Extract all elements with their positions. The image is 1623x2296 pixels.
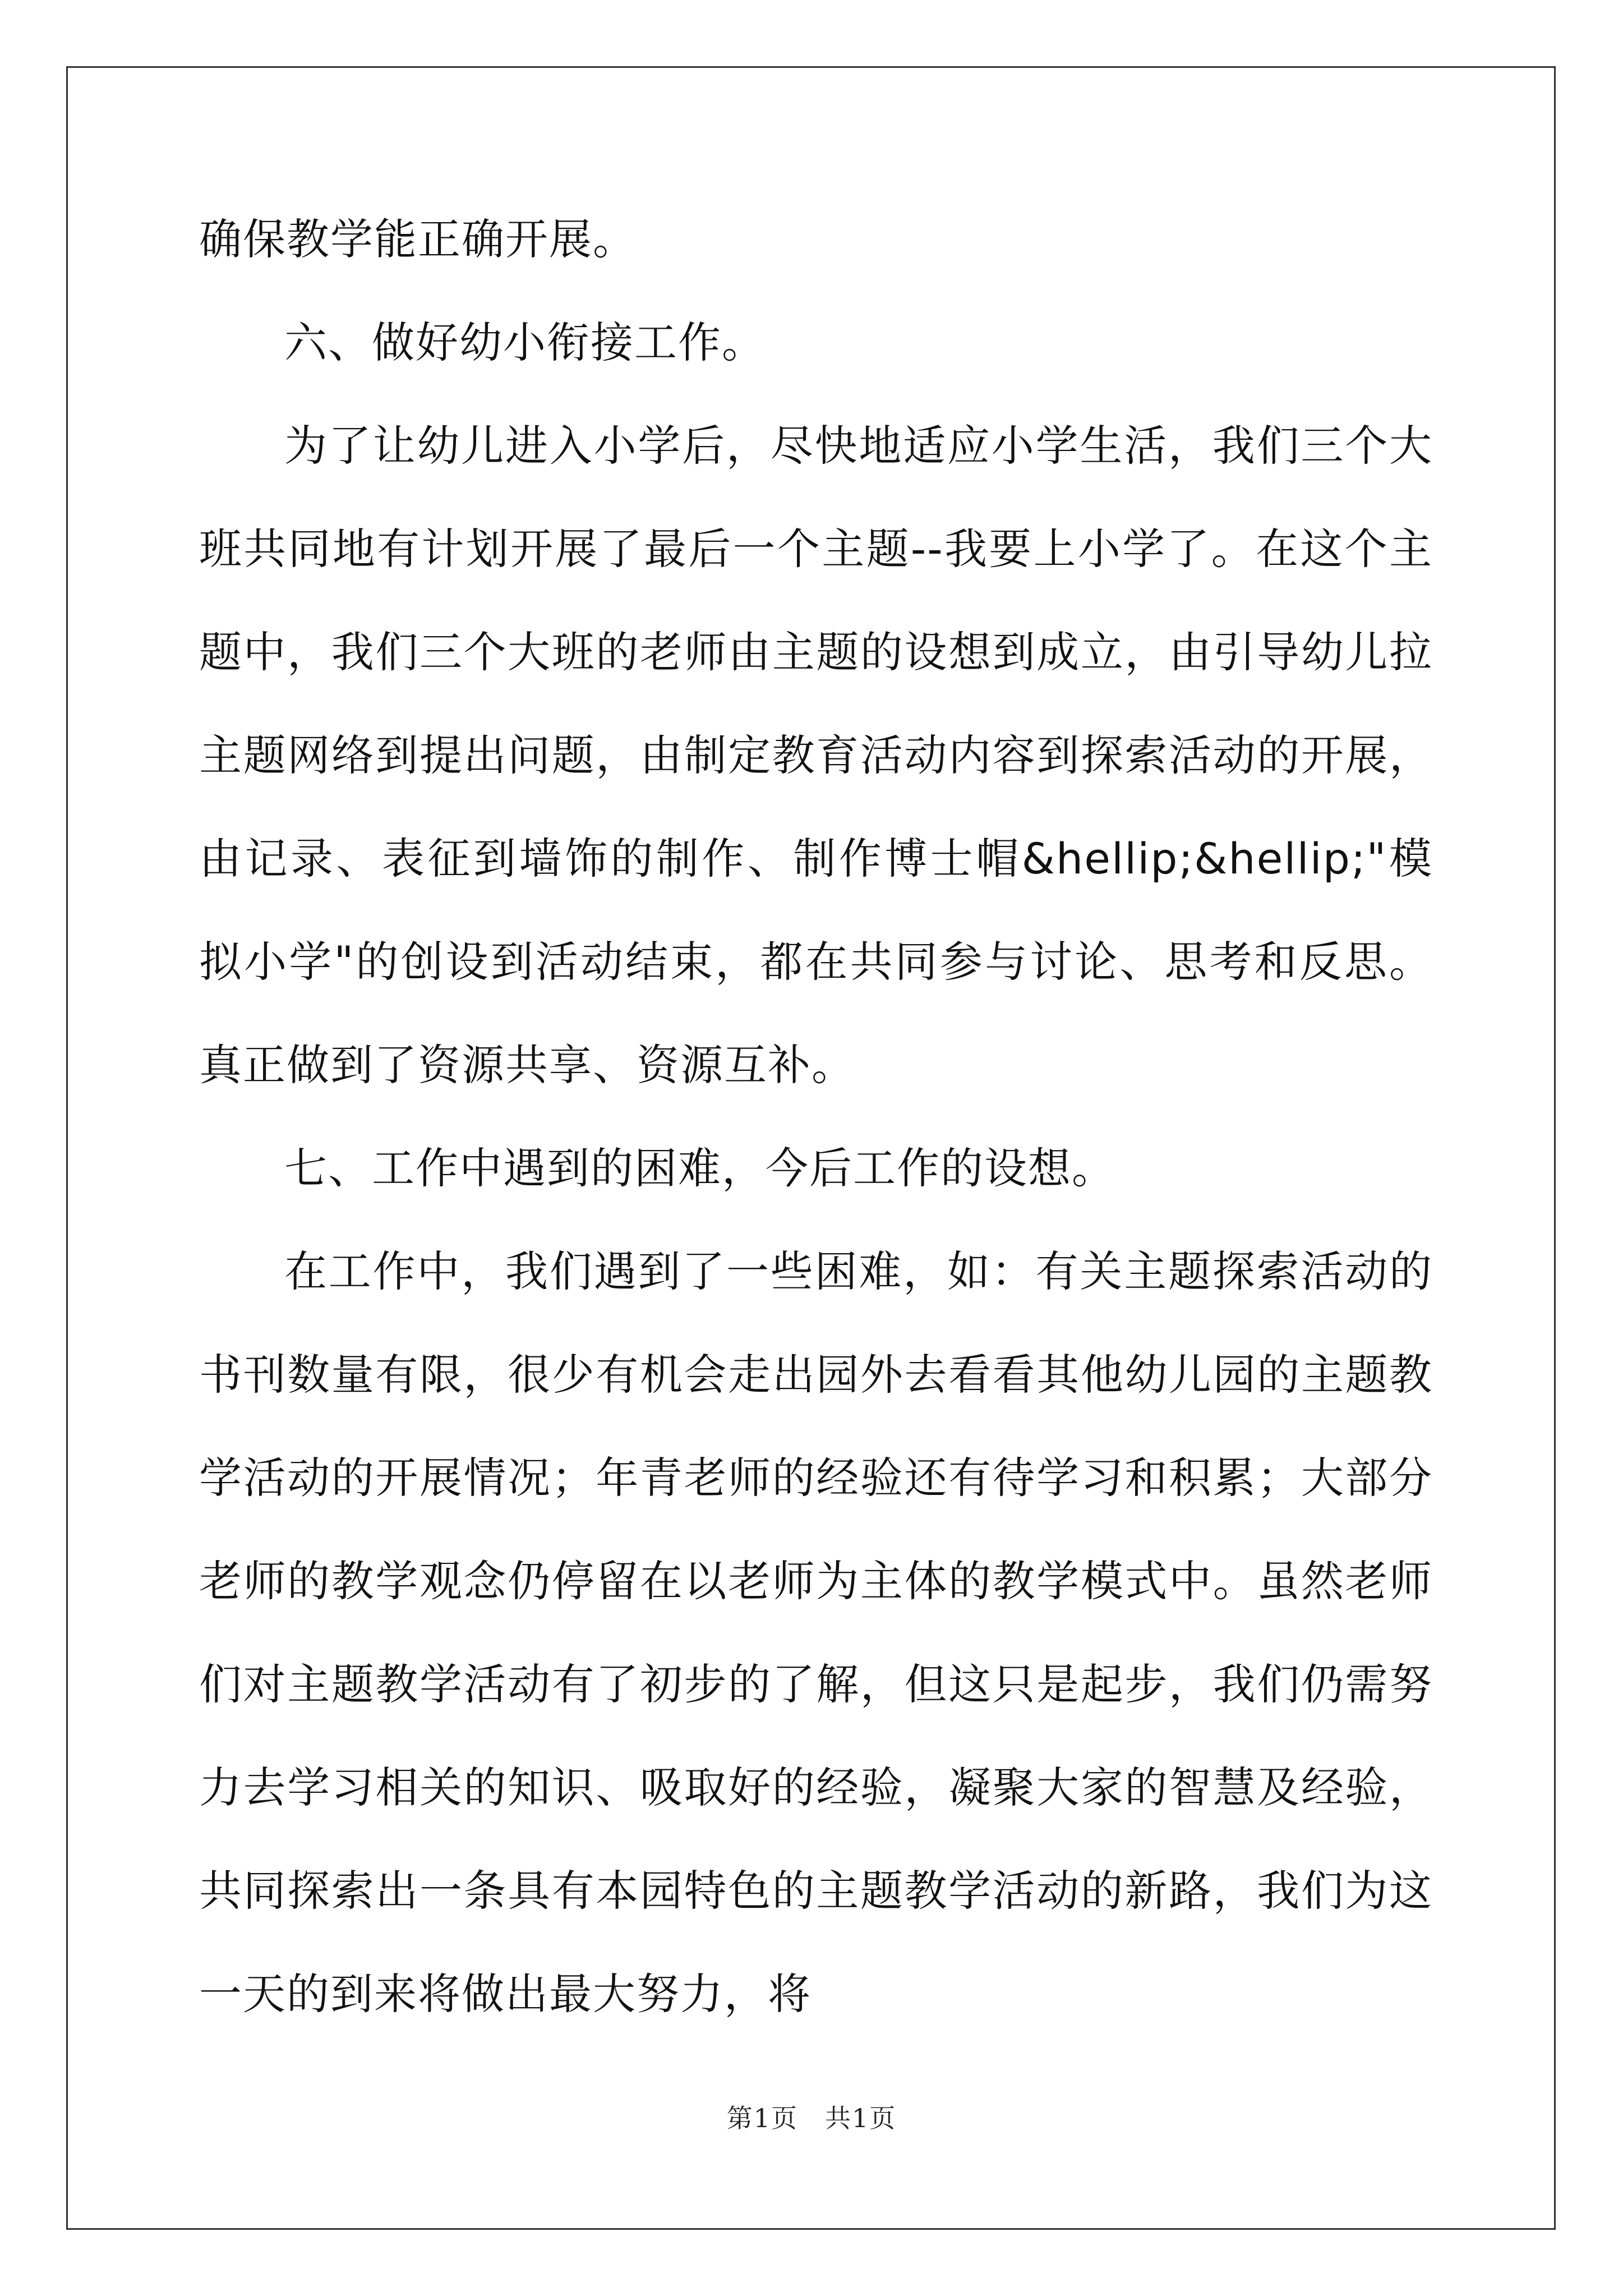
document-body	[199, 188, 1433, 2046]
paragraph-1: 确保教学能正确开展。	[199, 214, 637, 264]
paragraph-3: 为了让幼儿进入小学后，尽快地适应小学生活，我们三个大班共同地有计划开展了最后一个主题--我要上小学了。在这个主题中，我们三个大班的老师由主题的设想到成立，由引导幼儿拉主题网络到提出问题，由制定教育活动内容到探索活动的开展，由记录、表征到墙饰的制作、制作博士帽&hellip;&hellip;"模拟小学"的创设到活动结束，都在共同参与讨论、思考和反思。真正做到了资源共享、资源互补。	[199, 421, 1433, 1090]
paragraph-4-heading: 七、工作中遇到的困难，今后工作的设想。	[284, 1143, 1115, 1193]
paragraph-5: 在工作中，我们遇到了一些困难，如：有关主题探索活动的书刊数量有限，很少有机会走出园外去看看其他幼儿园的主题教学活动的开展情况；年青老师的经验还有待学习和积累；大部分老师的教学观念仍停留在以老师为主体的教学模式中。虽然老师们对主题教学活动有了初步的了解，但这只是起步，我们仍需努力去学习相关的知识、吸取好的经验，凝聚大家的智慧及经验，共同探索出一条具有本园特色的主题教学活动的新路，我们为这一天的到来将做出最大努力，将	[199, 1246, 1433, 2019]
paragraph-2-heading: 六、做好幼小衔接工作。	[284, 318, 766, 367]
page-number-footer: 第1页 共1页	[726, 2103, 897, 2133]
